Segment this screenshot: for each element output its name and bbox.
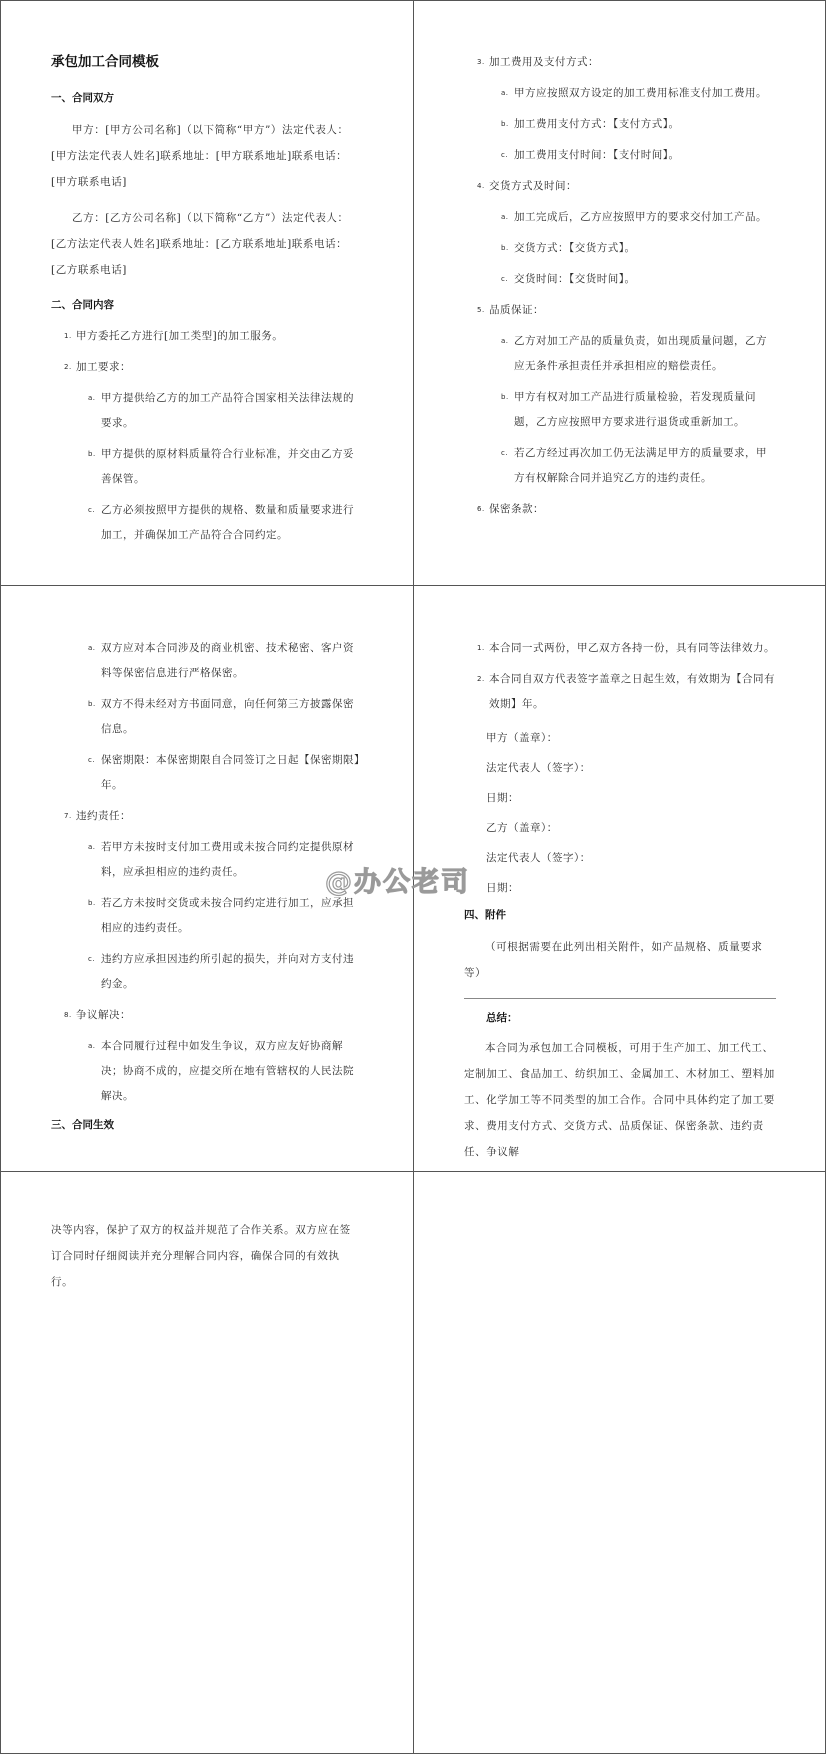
list-item <box>464 50 776 75</box>
page-1 <box>0 0 413 585</box>
sub-item <box>464 441 776 491</box>
list-number: 7. <box>64 812 72 820</box>
sub-letter: c. <box>501 151 509 159</box>
sub-item-text: 双方不得未经对方书面同意，向任何第三方披露保密信息。 <box>101 698 354 735</box>
section-heading: 二、合同内容 <box>51 299 114 311</box>
sub-item-text: 乙方必须按照甲方提供的规格、数量和质量要求进行加工，并确保加工产品符合合同约定。 <box>101 504 354 541</box>
list-item <box>464 667 776 717</box>
sub-item <box>464 385 776 435</box>
sub-letter: c. <box>88 506 96 514</box>
summary-text: 本合同为承包加工合同模板，可用于生产加工、加工代工、定制加工、食品加工、纺织加工、金属加工、木材加工、塑料加工、化学加工等不同类型的加工合作。合同中具体约定了加工要求、费用支付方式、交货方式、品质保证、保密条款、违约责任、争议解 <box>464 1042 775 1158</box>
divider <box>464 998 776 999</box>
list-number: 8. <box>64 1011 72 1019</box>
sub-item-text: 本合同履行过程中如发生争议，双方应友好协商解决；协商不成的，应提交所在地有管辖权的人民法院解决。 <box>101 1040 354 1102</box>
sub-item-text: 交货方式：【交货方式】。 <box>514 242 636 254</box>
sub-letter: b. <box>501 244 509 252</box>
list-item <box>464 174 776 199</box>
sub-item-text: 甲方应按照双方设定的加工费用标准支付加工费用。 <box>514 87 767 99</box>
list-number: 5. <box>477 306 485 314</box>
sub-item <box>51 947 361 997</box>
sub-item-text: 若甲方未按时支付加工费用或未按合同约定提供原材料，应承担相应的违约责任。 <box>101 841 354 878</box>
sub-letter: b. <box>88 450 96 458</box>
summary-text-continued: 决等内容，保护了双方的权益并规范了合作关系。双方应在签订合同时仔细阅读并充分理解合同内容，确保合同的有效执行。 <box>51 1224 351 1288</box>
sub-letter: c. <box>501 275 509 283</box>
watermark: @办公老司 <box>325 867 470 898</box>
sub-item-text: 保密期限：本保密期限自合同签订之日起【保密期限】年。 <box>101 754 360 791</box>
party-a-date-line: 日期： <box>486 792 519 804</box>
sub-letter: a. <box>501 337 509 345</box>
list-item-text: 品质保证： <box>489 304 544 316</box>
sub-letter: b. <box>88 899 96 907</box>
list-item <box>464 298 776 323</box>
list-item-text: 加工要求： <box>76 361 131 373</box>
sub-item <box>51 891 361 941</box>
list-item <box>51 324 361 349</box>
list-number: 1. <box>477 644 485 652</box>
sub-letter: b. <box>88 700 96 708</box>
sub-item-text: 乙方对加工产品的质量负责，如出现质量问题，乙方应无条件承担责任并承担相应的赔偿责任。 <box>514 335 767 372</box>
attachment-note: （可根据需要在此列出相关附件，如产品规格、质量要求等） <box>464 941 763 979</box>
section-heading: 四、附件 <box>464 909 506 921</box>
party-b-seal-line: 乙方（盖章）： <box>486 822 558 834</box>
summary-title: 总结： <box>486 1012 518 1024</box>
list-number: 1. <box>64 332 72 340</box>
list-item-text: 保密条款： <box>489 503 544 515</box>
sub-letter: b. <box>501 393 509 401</box>
party-a-rep-line: 法定代表人（签字）： <box>486 762 591 774</box>
page-5 <box>0 1172 413 1754</box>
sub-item-text: 交货时间：【交货时间】。 <box>514 273 636 285</box>
sub-letter: c. <box>501 449 509 457</box>
sub-item-text: 加工费用支付时间：【支付时间】。 <box>514 149 680 161</box>
sub-item <box>51 386 361 436</box>
list-item-text: 争议解决： <box>76 1009 131 1021</box>
sub-item <box>51 636 361 686</box>
list-item-text: 交货方式及时间： <box>489 180 577 192</box>
sub-item <box>51 692 361 742</box>
sub-letter: a. <box>501 213 509 221</box>
sub-item <box>51 498 361 548</box>
list-item <box>464 497 776 522</box>
list-item <box>51 355 361 380</box>
sub-item <box>464 112 776 137</box>
sub-item <box>464 329 776 379</box>
party-a-info: 甲方：[甲方公司名称]（以下简称“甲方”）法定代表人：[甲方法定代表人姓名]联系地址：[甲方联系地址]联系电话：[甲方联系电话] <box>51 124 349 188</box>
sub-item <box>464 81 776 106</box>
party-b-date-line: 日期： <box>486 882 519 894</box>
sub-item-text: 双方应对本合同涉及的商业机密、技术秘密、客户资料等保密信息进行严格保密。 <box>101 642 354 679</box>
list-number: 2. <box>64 363 72 371</box>
sub-item-text: 甲方提供给乙方的加工产品符合国家相关法律法规的要求。 <box>101 392 354 429</box>
sub-letter: a. <box>88 843 96 851</box>
sub-item-text: 加工费用支付方式：【支付方式】。 <box>514 118 680 130</box>
sub-item-text: 甲方提供的原材料质量符合行业标准，并交由乙方妥善保管。 <box>101 448 354 485</box>
sub-letter: a. <box>88 394 96 402</box>
sub-item <box>464 205 776 230</box>
sub-letter: a. <box>88 644 96 652</box>
sub-item-text: 若乙方经过再次加工仍无法满足甲方的质量要求，甲方有权解除合同并追究乙方的违约责任。 <box>514 447 767 484</box>
list-item-text: 违约责任： <box>76 810 131 822</box>
party-b-rep-line: 法定代表人（签字）： <box>486 852 591 864</box>
sub-item <box>51 442 361 492</box>
sub-item-text: 甲方有权对加工产品进行质量检验，若发现质量问题，乙方应按照甲方要求进行退货或重新加工。 <box>514 391 756 428</box>
sub-item <box>51 748 361 798</box>
sub-item-text: 违约方应承担因违约所引起的损失，并向对方支付违约金。 <box>101 953 354 990</box>
sub-letter: b. <box>501 120 509 128</box>
document-title: 承包加工合同模板 <box>51 54 159 70</box>
list-number: 3. <box>477 58 485 66</box>
sub-item <box>464 143 776 168</box>
sub-letter: c. <box>88 756 96 764</box>
sub-item <box>464 236 776 261</box>
list-item-text: 本合同一式两份，甲乙双方各持一份，具有同等法律效力。 <box>489 642 775 654</box>
sub-letter: a. <box>501 89 509 97</box>
party-a-seal-line: 甲方（盖章）： <box>486 732 558 744</box>
list-number: 4. <box>477 182 485 190</box>
sub-letter: a. <box>88 1042 96 1050</box>
list-item-text: 本合同自双方代表签字盖章之日起生效，有效期为【合同有效期】年。 <box>489 673 775 710</box>
list-item <box>51 804 361 829</box>
list-item <box>51 1003 361 1028</box>
sub-item-text: 加工完成后，乙方应按照甲方的要求交付加工产品。 <box>514 211 767 223</box>
section-heading: 一、合同双方 <box>51 92 114 104</box>
sub-letter: c. <box>88 955 96 963</box>
party-b-info: 乙方：[乙方公司名称]（以下简称“乙方”）法定代表人：[乙方法定代表人姓名]联系地址：[乙方联系地址]联系电话：[乙方联系电话] <box>51 212 349 276</box>
list-number: 2. <box>477 675 485 683</box>
sub-item-text: 若乙方未按时交货或未按合同约定进行加工，应承担相应的违约责任。 <box>101 897 354 934</box>
list-item <box>464 636 776 661</box>
list-item-text: 加工费用及支付方式： <box>489 56 599 68</box>
sub-item <box>464 267 776 292</box>
page-4 <box>414 586 826 1171</box>
list-item-text: 甲方委托乙方进行[加工类型]的加工服务。 <box>76 330 284 342</box>
sub-item <box>51 835 361 885</box>
section-heading: 三、合同生效 <box>51 1119 114 1131</box>
page-2 <box>414 0 826 585</box>
sub-item <box>51 1034 361 1109</box>
list-number: 6. <box>477 505 485 513</box>
